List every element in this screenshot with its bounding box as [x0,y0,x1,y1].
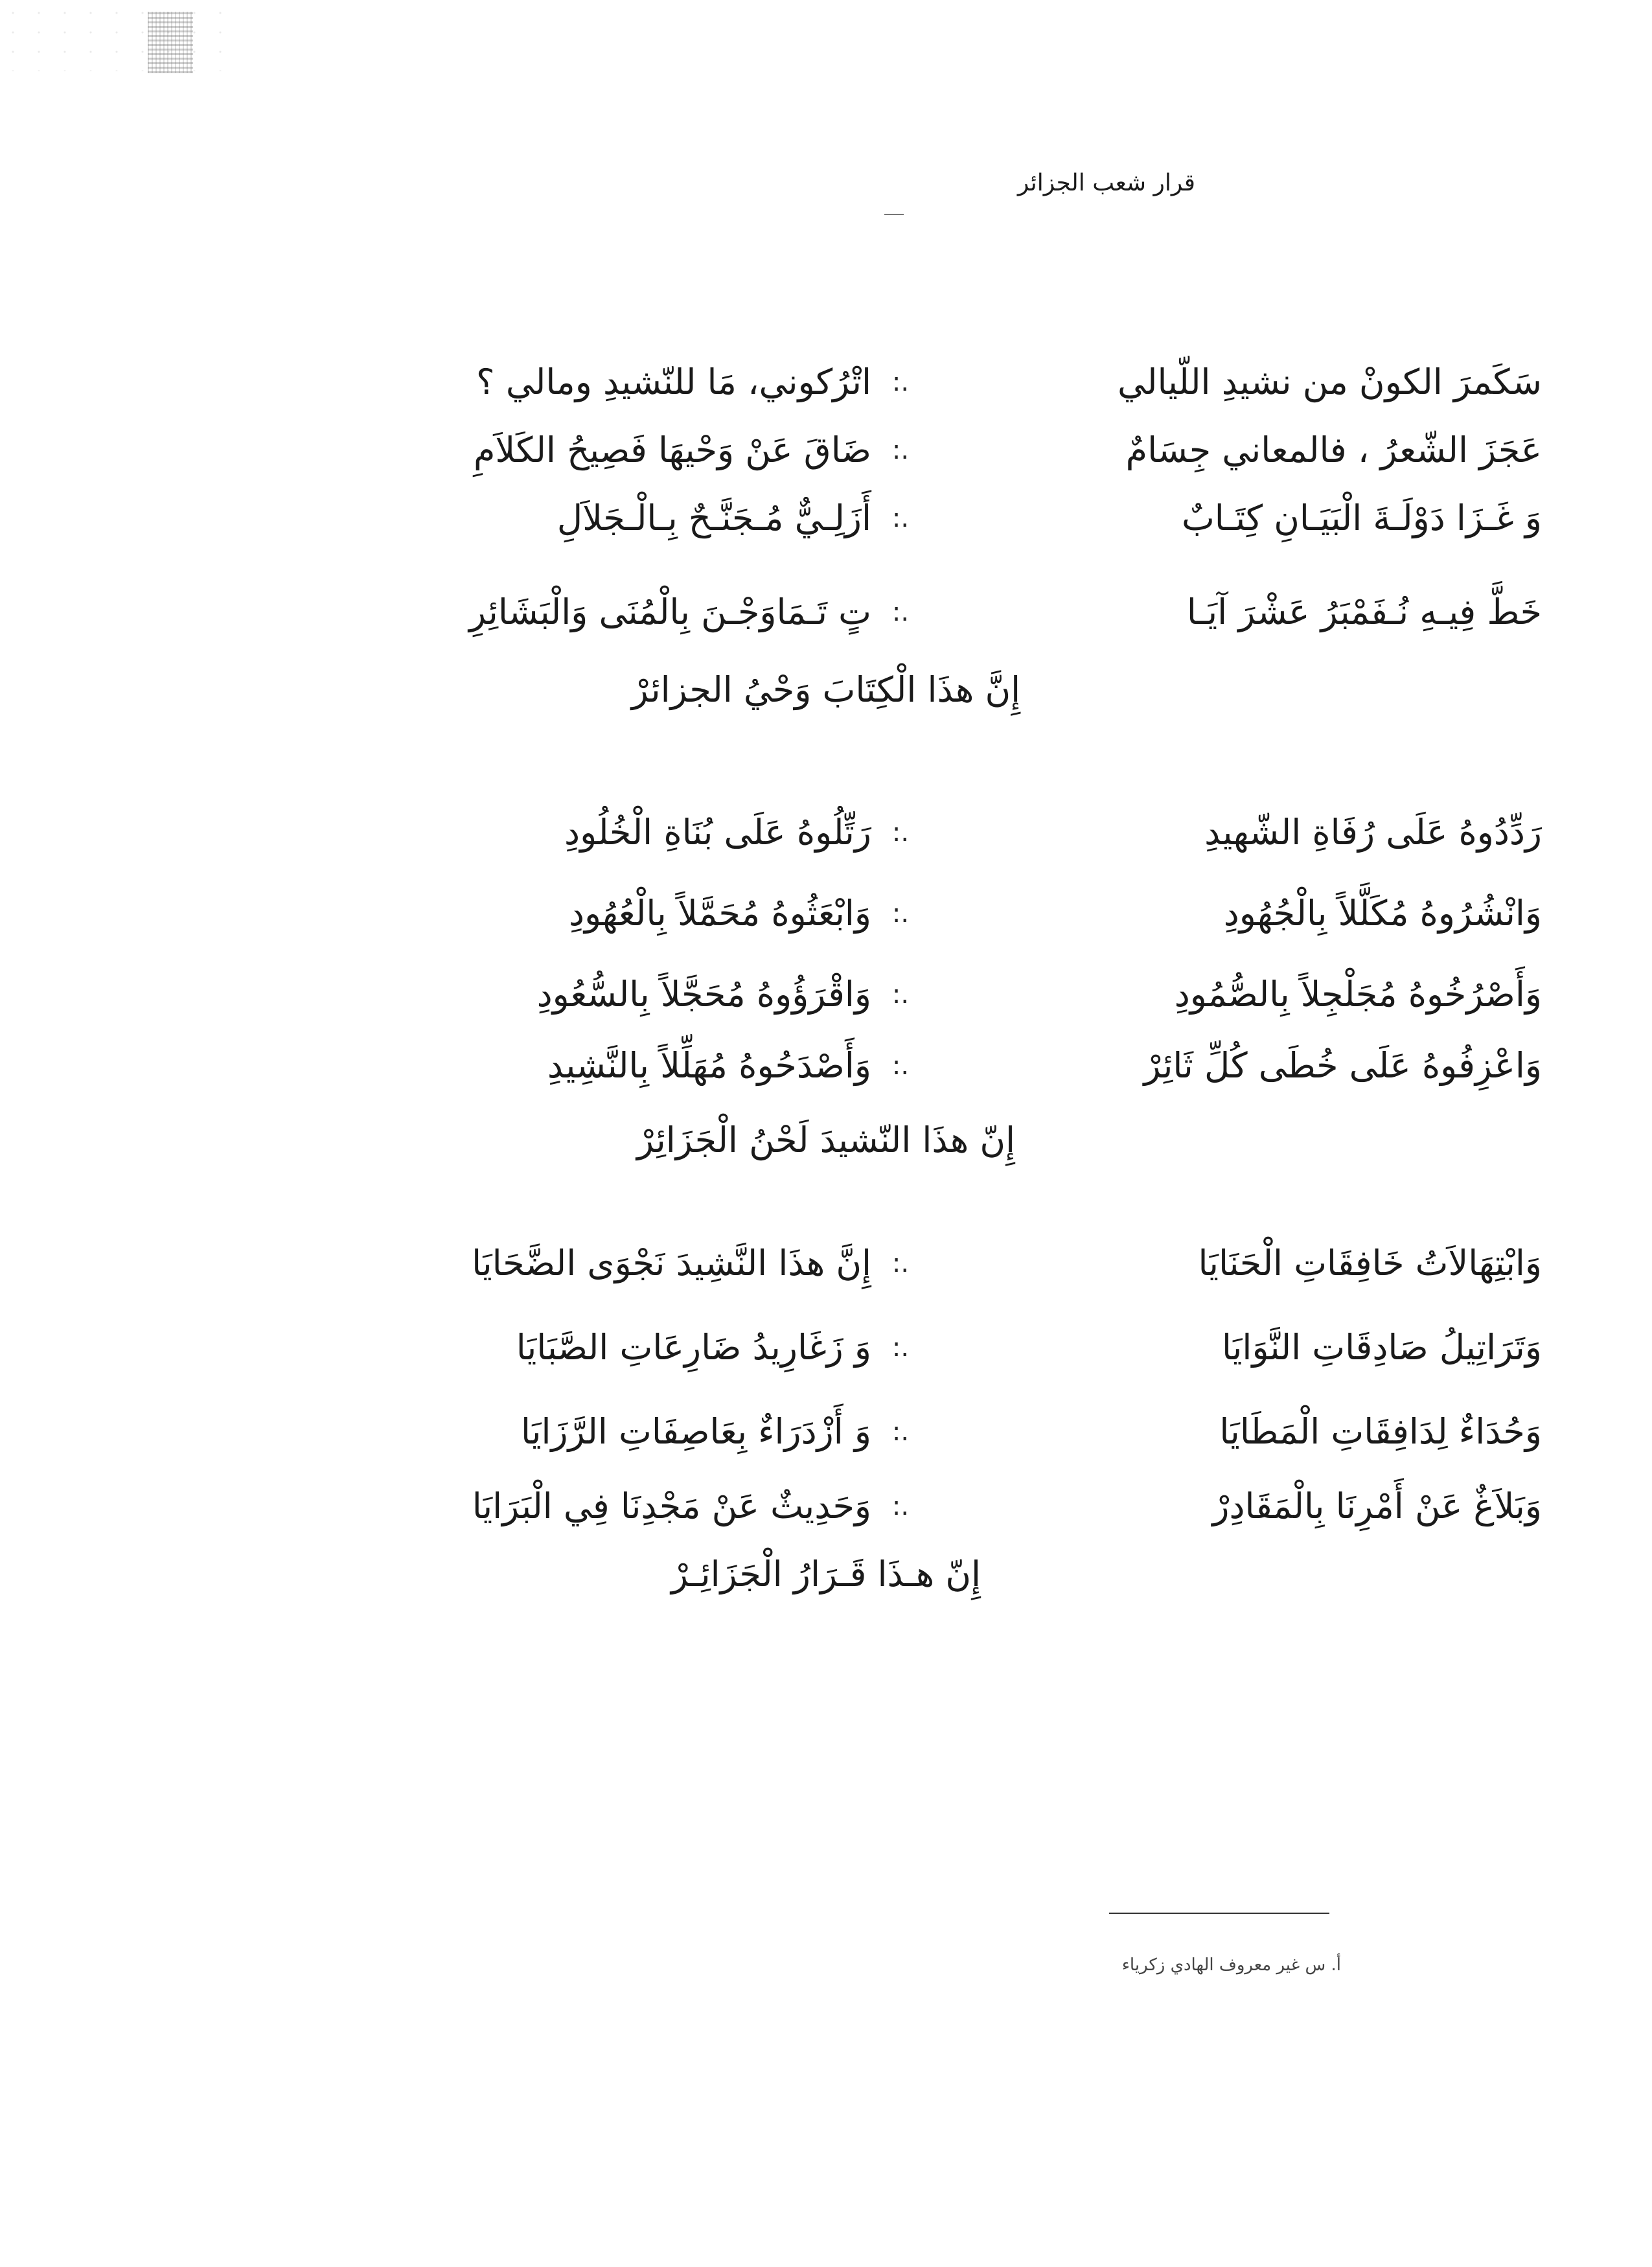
verse-second-hemistich: رَتِّلُوهُ عَلَى بُنَاةِ الْخُلُودِ [564,812,871,853]
stanza-refrain: إِنّ هذَا النّشيدَ لَحْنُ الْجَزَائِرْ [636,1120,1016,1160]
hemistich-separator: :. [891,503,910,533]
verse-first-hemistich: وَاعْزِفُوهُ عَلَى خُطَى كُلِّ ثَائِرْ [1143,1045,1542,1086]
hemistich-separator: :. [891,1051,910,1081]
verse-line [246,1477,1542,1536]
stanza-refrain: إِنّ هـذَا قَـرَارُ الْجَزَائِـرْ [671,1554,981,1594]
verse-second-hemistich: وَ زَغَارِيدُ ضَارِعَاتِ الصَّبَايَا [516,1327,871,1368]
hemistich-separator: :. [891,597,910,627]
verse-first-hemistich: سَكَمرَ الكونْ من نشيدِ اللّيالي [1118,362,1542,402]
verse-second-hemistich: تٍ تَـمَاوَجْـنَ بِالْمُنَى وَالْبَشَائِرِ [469,592,871,632]
hemistich-separator: :. [891,1417,910,1447]
verse-line [246,353,1542,411]
verse-second-hemistich: أَزَلِـيٌّ مُـجَنَّـحٌ بِـالْـجَلاَلِ [556,498,871,538]
hemistich-separator: :. [891,899,910,928]
verse-first-hemistich: رَدِّدُوهُ عَلَى رُفَاةِ الشّهيدِ [1204,812,1542,853]
verse-line [246,965,1542,1024]
verse-first-hemistich: عَجَزَ الشّعرُ ، فالمعاني جِسَامٌ [1125,430,1542,470]
page-title: قرار شعب الجزائر [1017,170,1195,196]
verse-first-hemistich: وَتَرَاتِيلُ صَادِقَاتِ النَّوَايَا [1221,1327,1542,1368]
verse-line [246,1037,1542,1095]
footnote: أ. س غير معروف الهادي زكرياء [1121,1955,1341,1975]
hemistich-separator: :. [891,435,910,465]
hemistich-separator: :. [891,1491,910,1521]
verse-first-hemistich: خَطَّ فِيـهِ نُـفَمْبَرُ عَشْرَ آيَـا [1186,592,1542,632]
hemistich-separator: :. [891,818,910,847]
footnote-divider [1109,1913,1329,1914]
hemistich-separator: :. [891,980,910,1009]
verse-line [246,884,1542,943]
verse-line [246,1318,1542,1377]
verse-first-hemistich: وَانْشُرُوهُ مُكَلَّلاً بِالْجُهُودِ [1223,893,1542,934]
verse-second-hemistich: اتْرُكوني، مَا للنّشيدِ ومالي ؟ [476,362,871,402]
verse-first-hemistich: وَحُدَاءٌ لِدَافِقَاتِ الْمَطَايَا [1219,1411,1542,1452]
verse-second-hemistich: وَأَصْدَحُوهُ مُهَلِّلاً بِالنَّشِيدِ [547,1045,871,1086]
verse-line [246,421,1542,479]
verse-line [246,489,1542,547]
verse-line [246,583,1542,641]
verse-second-hemistich: ضَاقَ عَنْ وَحْيهَا فَصِيحُ الكَلاَمِ [473,430,871,470]
verse-first-hemistich: وَبَلاَغٌ عَنْ أَمْرِنَا بِالْمَقَادِرْ [1212,1486,1542,1526]
verse-second-hemistich: وَابْعَثُوهُ مُحَمَّلاً بِالْعُهُودِ [568,893,871,934]
verse-second-hemistich: وَ أَزْدَرَاءٌ بِعَاصِفَاتِ الرَّزَايَا [521,1411,871,1452]
verse-first-hemistich: وَ غَـزَا دَوْلَـةَ الْبَيَـانِ كِتَـابٌ [1181,498,1542,538]
hemistich-separator: :. [891,1333,910,1363]
verse-second-hemistich: إِنَّ هذَا النَّشِيدَ نَجْوَى الضَّحَايَا [472,1243,871,1283]
verse-second-hemistich: وَاقْرَؤُوهُ مُحَجَّلاً بِالسُّعُودِ [536,974,871,1015]
scan-noise [0,0,233,71]
verse-first-hemistich: وَأَصْرُخُوهُ مُجَلْجِلاً بِالصُّمُودِ [1174,974,1542,1015]
stanza-refrain: إِنَّ هذَا الْكِتَابَ وَحْيُ الجزائرْ [631,669,1021,710]
verse-line [246,1403,1542,1461]
verse-line [246,803,1542,862]
verse-first-hemistich: وَابْتِهَالاَتُ خَافِقَاتِ الْحَنَايَا [1198,1243,1542,1283]
scan-artifact [148,12,193,73]
hemistich-separator: :. [891,367,910,397]
verse-second-hemistich: وَحَدِيثٌ عَنْ مَجْدِنَا فِي الْبَرَايَا [472,1486,871,1526]
hemistich-separator: :. [891,1249,910,1278]
verse-line [246,1234,1542,1293]
title-divider [884,214,904,215]
